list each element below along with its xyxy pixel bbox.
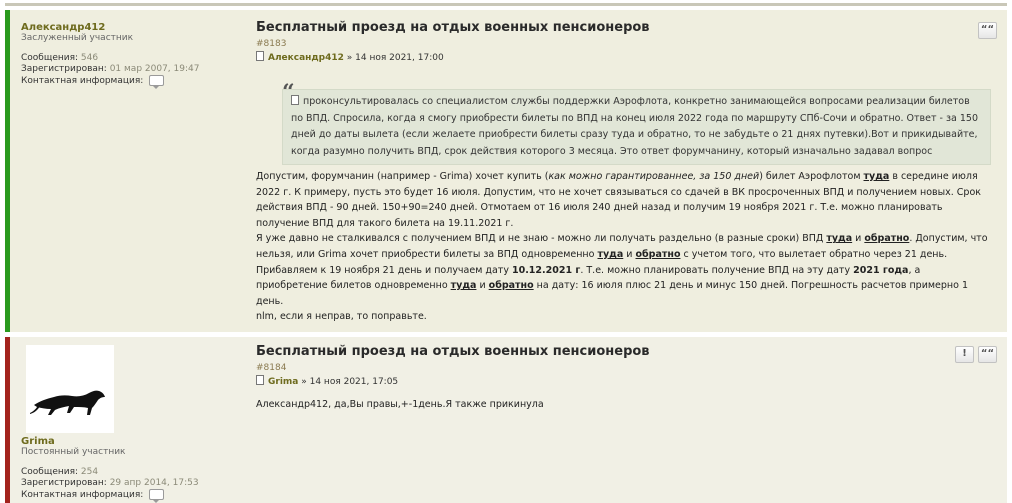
top-divider: [5, 3, 1007, 6]
byline-author[interactable]: Grima: [268, 377, 299, 387]
quote-button[interactable]: ““: [978, 22, 997, 39]
speech-bubble-icon[interactable]: [149, 489, 164, 500]
avatar[interactable]: [26, 345, 114, 433]
forum-post: [5, 337, 1007, 503]
panther-silhouette-icon: [26, 345, 114, 433]
byline-date: » 14 ноя 2021, 17:00: [346, 53, 444, 63]
post-title[interactable]: Бесплатный проезд на отдых военных пенсионеров: [256, 344, 650, 359]
post-byline: [256, 375, 991, 387]
quote-block: [282, 89, 991, 165]
post-title[interactable]: Бесплатный проезд на отдых военных пенсионеров: [256, 20, 650, 35]
post-icon[interactable]: [291, 95, 299, 105]
post-content: Допустим, форумчанин (например - Grima) хочет купить (как можно гарантированнее, за 150 дней) билет Аэрофлотом туда в середине июля 2022 г. К примеру, пусть это будет 16 июля. Допустим, что не хочет связываться со сдачей в ВК просроченных ВПД и получением новых. Срок действия ВПД - 90 дней. 150+90=240 дней. Отмотаем от 16 июля 240 дней назад и получим 19 ноября 2021 г. Т.е. можно планировать получение ВПД для такого билета на 19.11.2021 г. Я уже давно не сталкивался с получением ВПД и не знаю - можно ли получать раздельно (в разные сроки) ВПД туда и обратно. Допустим, что нельзя, или Grima хочет приобрести билеты за ВПД одновременно туда и обратно с учетом того, что вылетает обратно через 21 день. Прибавляем к 19 ноября 21 день и получаем дату 10.12.2021 г. Т.е. можно планировать получение ВПД на эту дату 2021 года, а приобретение билетов одновременно туда и обратно на дату: 16 июля плюс 21 день и минус 150 дней. Погрешность расчетов примерно 1 день. nlm, если я неправ, то поправьте.: [256, 171, 988, 323]
post-icon[interactable]: [256, 375, 264, 385]
forum-post: [5, 10, 1007, 332]
byline-author[interactable]: Александр412: [268, 53, 344, 63]
post-body: [256, 344, 991, 413]
registered-date: Зарегистрирован: 01 мар 2007, 19:47: [21, 64, 200, 74]
messages-count: Сообщения: 546: [21, 53, 99, 63]
post-content: Александр412, да,Вы правы,+-1день.Я также прикинула: [256, 399, 544, 410]
post-body: [256, 20, 991, 325]
speech-bubble-icon[interactable]: [149, 75, 164, 86]
post-number[interactable]: #8183: [256, 39, 287, 49]
report-button[interactable]: !: [955, 346, 974, 363]
author-profile: [21, 22, 199, 87]
author-rank: Заслуженный участник: [21, 33, 134, 43]
author-name[interactable]: Grima: [21, 436, 55, 447]
messages-count: Сообщения: 254: [21, 467, 99, 477]
post-icon[interactable]: [256, 51, 264, 61]
registered-date: Зарегистрирован: 29 апр 2014, 17:53: [21, 478, 199, 488]
post-number[interactable]: #8184: [256, 363, 287, 373]
post-byline: [256, 51, 991, 63]
quote-text: проконсультировалась со специалистом службы поддержки Аэрофлота, конкретно занимающейся вопросами реализации билетов по ВПД. Спросила, когда я смогу приобрести билеты по ВПД на конец июля 2022 года по маршруту СПб-Сочи и обратно. Ответ - за 150 дней до даты вылета (если желаете приобрести билеты сразу туда и обратно, то не забудьте о 21 днях путевки).Вот и прикидывайте, когда разумно получить ВПД, срок действия которого 3 месяца. Это ответ форумчанину, который изначально задавал вопрос: [291, 96, 978, 157]
contact-info: Контактная информация:: [21, 75, 199, 87]
author-name[interactable]: Александр412: [21, 22, 106, 33]
contact-info: Контактная информация:: [21, 489, 199, 501]
author-rank: Постоянный участник: [21, 447, 126, 457]
author-profile: [21, 436, 199, 501]
quote-button[interactable]: ““: [978, 346, 997, 363]
byline-date: » 14 ноя 2021, 17:05: [301, 377, 399, 387]
